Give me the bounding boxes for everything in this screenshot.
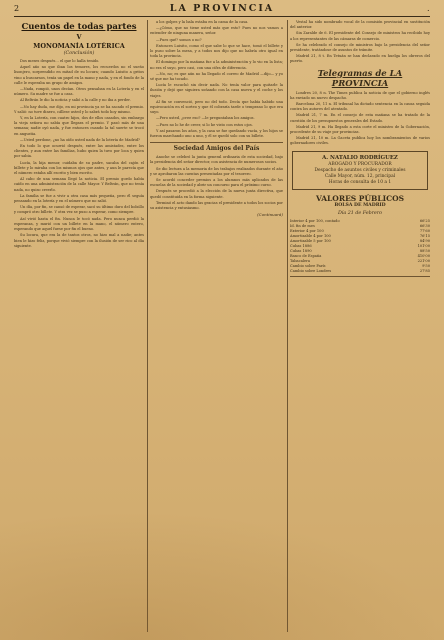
notice-line: Horas de consulta de 10 a 1 xyxy=(328,179,392,185)
page-header xyxy=(14,2,430,17)
row-value: 77'60 xyxy=(419,228,430,233)
table-row xyxy=(290,269,430,274)
story-body-continued xyxy=(150,20,283,139)
story-continuation: (Conclusión) xyxy=(63,51,95,56)
paragraph: Un día, por fin, se cansó de esperar, sacó su último duro del bolsillo y compró otro billete. Y otra vez se puso a esperar, como siempre. xyxy=(14,205,144,215)
row-value: 84'90 xyxy=(419,238,430,243)
row-label: Interior 4 por 100, contado xyxy=(290,218,340,223)
row-label: Cambio sobre Londres xyxy=(290,268,332,273)
paragraph: Después se procedió a la elección de la nueva junta directiva, que quedó constituida en la forma siguiente. xyxy=(150,189,283,199)
row-value: 66'30 xyxy=(419,223,430,228)
paragraph: —No hay duda, me dijo, en mi provincia ya se ha sacado el premio. Y salió: no tuve dinero, cállese usted y lo sabrá todo hoy mismo. xyxy=(14,104,144,114)
divider xyxy=(290,276,430,277)
paragraph: Anoche se celebró la junta general ordinaria de esta sociedad, bajo la presidencia del señor director, con asistencia de numerosos socios. xyxy=(150,155,283,165)
paragraph: —No, no; es que aún no ha llegado el correo de Madrid —dijo— y yo sé que me ha tocado. xyxy=(150,71,283,82)
notice-line: Calle Mayor, núm. 12, principal xyxy=(324,173,396,179)
telegram-item: Barcelona 20, 11 n. El tribunal ha dictado sentencia en la causa seguida contra los autores del atentado. xyxy=(290,102,430,112)
paragraph: —¿Cómo, que no tiene usted más que esto? Pues no nos vamos a entender de ninguna manera, señor. xyxy=(150,26,283,36)
telegrams-body xyxy=(290,91,430,147)
column-2 xyxy=(150,20,283,634)
column-divider xyxy=(287,20,288,632)
row-label: Id. fin de mes xyxy=(290,223,315,228)
row-label: Banco de España xyxy=(290,253,322,258)
paragraph: Lucía le escuchó sin decir nada. No tenía valor para quitarle la ilusión y dejó que siguiera soñando con la casa nueva y el coche y los viajes. xyxy=(150,83,283,98)
row-value: 101'00 xyxy=(417,243,430,248)
paragraph: En todo lo que ocurrió después, entre las amistades, entre los clientes, y aun entre las familias, hubo quien la tuvo por loca y quien por sabia. xyxy=(14,144,144,159)
news-body xyxy=(290,20,430,65)
paragraph: Terminó el acto dando las gracias el presidente a todos los socios por su asistencia y entusiasmo. xyxy=(150,200,283,211)
row-value: 66'25 xyxy=(419,218,430,223)
story-subtitle: MONOMANÍA LOTÉRICA xyxy=(33,42,125,50)
paragraph: a los golpes y la bala estaba en la cama de la casa. xyxy=(156,20,249,24)
paragraph: —Pues no lo he de creer, si lo he visto con estos ojos. xyxy=(156,122,253,127)
continuation-note: (Continuará) xyxy=(257,212,283,218)
column-divider xyxy=(147,20,148,632)
paragraph: Al Beltrán le dio la noticia y salió a la calle y no iba a perder. xyxy=(20,98,131,103)
paragraph: —Nada, rompió, unos decían. Otros pensaban en la Lotería y en el número. Su madre se fue a casa. xyxy=(14,87,144,97)
section-body xyxy=(150,155,283,211)
news-item: Madrid 21, 8 t. En Tetuán se han declarado en huelga los obreros del puerto. xyxy=(290,54,430,64)
paragraph: Al cabo de una semana llegó la noticia. El premio gordo había caído en una administración de la calle Mayor. Y Beltrán, que no tenía nada, no quiso creerlo. xyxy=(14,177,144,192)
paragraph: Se dio lectura a la memoria de los trabajos realizados durante el año y se aprobaron las cuentas presentadas por el tesorero. xyxy=(150,166,283,176)
paragraph: Así vivió hasta el fin. Nunca le tocó nada. Pero nunca perdió la esperanza, y murió con un billete en la mano, el número entero, esperando que aquel fuese por fin el bueno. xyxy=(14,216,144,232)
row-value: 76'15 xyxy=(419,233,430,238)
row-label: Amortizable 5 por 100 xyxy=(290,238,331,243)
valores-date: Día 21 de Febrero xyxy=(337,210,383,216)
paragraph: —Usted perdone, ¿no ha oído usted nada de la lotería de Madrid? xyxy=(20,137,140,142)
section-title: Sociedad Amigos del País xyxy=(150,142,283,153)
paragraph: Lucía, la hija menor, cuidaba de su padre, sacaba del cajón el billete y lo miraba con los mismos ojos que antes, y aun le parecía que el número estaba allí escrito y bien escrito. xyxy=(14,160,144,176)
row-label: Cubas 1890 xyxy=(290,248,312,253)
row-label: Cubas 1886 xyxy=(290,243,312,248)
row-label: Tabacalera xyxy=(290,258,310,263)
notice-title: A. NATALIO RODRÍGUEZ xyxy=(322,154,398,161)
row-value: 410'00 xyxy=(417,253,430,258)
telegram-item: Madrid 21, 9 m. Ha llegado a esta corte el ministro de la Gobernación, procedente de su viaje por provincias. xyxy=(290,124,430,135)
masthead: LA PROVINCIA xyxy=(169,3,275,14)
paragraph: Al fin se convenció, pero no del todo. Decía que había habido una equivocación en el sorteo y que él cobraría tarde o temprano lo que era suyo. xyxy=(150,99,283,115)
telegrams-title: Telegramas de LA PROVINCIA xyxy=(317,68,403,89)
row-label: Amortizable 4 por 100 xyxy=(290,233,331,238)
valores-title: VALORES PÚBLICOS xyxy=(315,193,405,203)
notice-line: Despacho de asuntos civiles y criminales xyxy=(314,167,406,173)
page-number: 2 xyxy=(14,4,20,13)
column-1 xyxy=(14,20,144,634)
paragraph: Y así pasaron los años, y la casa se fue quedando vacía, y los hijos se fueron marchando uno a uno, y él se quedó solo con su billete. xyxy=(150,128,283,139)
news-item: Sin Zaralde de 6. El presidente del Consejo de ministros ha recibido hoy a los representantes de las cámaras de comercio. xyxy=(290,31,430,41)
news-item: Se ha celebrado el consejo de ministros bajo la presidencia del señor presidente, tratándose de asuntos de trámite. xyxy=(290,42,430,53)
telegram-item: Londres 20, 8 n. The Times publica la noticia de que el gobierno inglés ha enviado un nuevo despacho. xyxy=(290,90,430,100)
story-roman: V xyxy=(76,33,82,41)
header-mark: . xyxy=(426,4,430,13)
valores-subtitle: BOLSA DE MADRID xyxy=(334,202,386,208)
story-body xyxy=(14,59,144,249)
paragraph: Dos meses después... el que lo halla tenido. xyxy=(20,59,100,63)
row-value: 88'50 xyxy=(419,248,430,253)
paragraph: Se acordó conceder premios a los alumnos más aplicados de las escuelas de la sociedad y abrir un concurso para el próximo curso. xyxy=(150,178,283,188)
paragraph: Y, en la Lotería, con cuatro hijos, dos de ellos casados, sin embargo la vieja señora no sabía que llegara el premio. Y pasó más de una semana; nadie oyó nada, y fue entonces cuando la tal suerte se trocó en angustia. xyxy=(14,116,144,136)
row-label: Exterior 4 por 100 xyxy=(290,228,324,233)
notice-lines xyxy=(297,162,423,186)
paragraph: Su locura, que era la de tantos otros, no hizo mal a nadie; antes bien le hizo feliz, porque vivió siempre con la ilusión de ser rico al día siguiente. xyxy=(14,233,144,248)
paragraph: Aquel año no que iban los temores, los recuerdos no el sueño lisonjero, sorprendido en mitad de su locura; cuando Luisito a gritos vino a buscarnos, tenía un papel en la mano y nada, y en el fondo de la calle le esperaba un grupo de amigos. xyxy=(14,65,144,85)
paragraph: La familia se fue a vivir a otra casa más pequeña, pero él seguía pensando en la lotería y en el número que no salió. xyxy=(14,193,144,204)
paragraph: Entonces Luisito, como el que sabe lo que se hace, tomó el billete y lo puso sobre la mesa, y a todos nos dijo que no habría otro igual en toda la provincia. xyxy=(150,43,283,59)
paragraph: El domingo por la mañana fue a la administración y lo vio en la lista; no era el suyo, pero casi, con una cifra de diferencia. xyxy=(150,60,283,70)
valores-table xyxy=(290,219,430,274)
news-item: Vestal ha sido nombrado vocal de la comisión provincial en sustitución del anterior. xyxy=(290,20,430,30)
paragraph: —Pero usted, ¿cree eso? —le preguntaban los amigos. xyxy=(156,116,255,121)
story-title: Cuentos de todas partes xyxy=(21,22,137,32)
column-3 xyxy=(290,20,430,634)
row-value: 27'85 xyxy=(419,268,430,273)
telegram-item: Madrid 21, 7 m. En el consejo de esta mañana se ha tratado de la cuestión de los presupuestos generales del Estado. xyxy=(290,113,430,123)
row-label: Cambio sobre París xyxy=(290,263,326,268)
notice-line: ABOGADO Y PROCURADOR xyxy=(328,161,392,167)
row-value: 221'00 xyxy=(417,258,430,263)
paragraph: —Pues qué? somos o no? xyxy=(156,37,202,42)
notice-box xyxy=(292,151,428,190)
telegram-item: Madrid 21, 10 m. La Gaceta publica hoy los nombramientos de varios gobernadores civiles. xyxy=(290,136,430,146)
row-value: 9'50 xyxy=(422,263,430,268)
